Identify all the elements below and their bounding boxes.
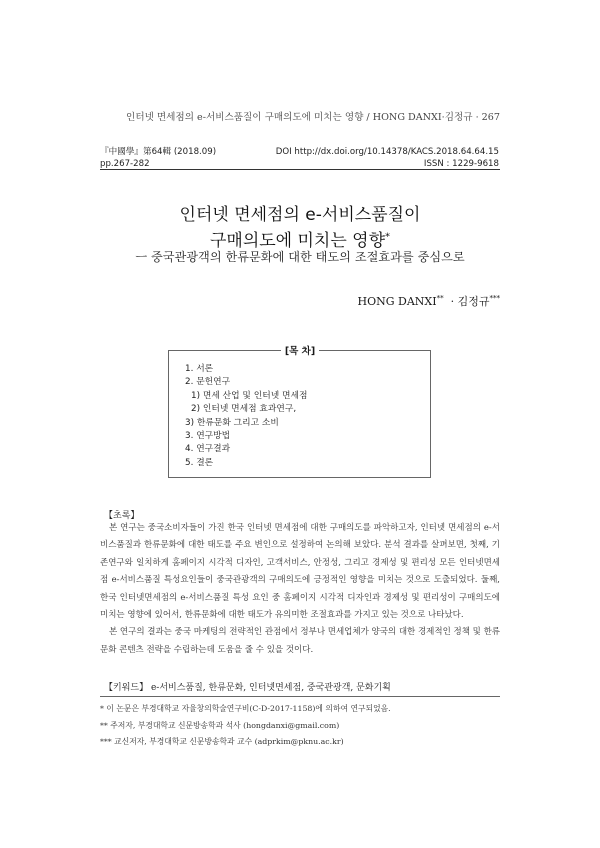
keywords-text: e-서비스품질, 한류문화, 인터넷면세점, 중국관광객, 문화기획 xyxy=(150,683,391,693)
toc-list xyxy=(185,363,308,470)
author-separator: · xyxy=(443,295,458,308)
toc-item: 1) 면세 산업 및 인터넷 면세점 xyxy=(191,390,308,401)
footnotes xyxy=(100,701,391,751)
abstract-paragraph-1: 본 연구는 중국소비자들이 가진 한국 인터넷 면세점에 대한 구매의도를 파악하고자, 인터넷 면세점의 e-서비스품질과 한류문화에 대한 태도를 주요 변인으로 설정하여 논의해 보았다. 분석 결과를 살펴보면, 첫째, 기존연구와 일치하게 홈페이지 시각적 디자인, 고객서비스, 안정성, 그리고 경제성 및 편리성 모든 인터넷면세점 e-서비스품질 특성요인들이 중국관광객의 구매의도에 긍정적인 영향을 미치는 것으로 도출되었다. 둘째, 한국 인터넷면세점의 e-서비스품질 특성 요인 중 홈페이지 시각적 디자인과 경제성 및 편리성이 구매의도에 미치는 영향에 있어서, 한류문화에 대한 태도가 유의미한 조절효과를 가지고 있는 것으로 나타났다. xyxy=(100,523,500,621)
footnote-2: ** 주저자, 부경대학교 신문방송학과 석사 (hongdanxi@gmail.com) xyxy=(100,720,340,730)
toc-heading-text: [목 차] xyxy=(281,346,319,357)
subtitle: ㅡ 중국관광객의 한류문화에 대한 태도의 조절효과를 중심으로 xyxy=(135,250,465,264)
toc-item: 1. 서론 xyxy=(185,364,214,374)
author-1-mark: ** xyxy=(436,294,444,303)
toc-heading xyxy=(200,343,400,357)
title-line-2-text: 구매의도에 미치는 영향 xyxy=(209,231,386,251)
toc-item: 2) 인터넷 면세점 효과연구, xyxy=(191,404,297,415)
issn: ISSN : 1229-9618 xyxy=(423,159,499,169)
toc-item: 4. 연구결과 xyxy=(185,444,231,455)
running-header: 인터넷 면세점의 e-서비스품질이 구매의도에 미치는 영향 / HONG DANXI·김정규 · 267 xyxy=(126,112,500,123)
journal-citation: 『中國學』第64輯 (2018.09) xyxy=(100,147,217,157)
title-line-1: 인터넷 면세점의 e-서비스품질이 xyxy=(179,205,421,225)
journal-citation-block xyxy=(100,146,216,170)
keywords-label: 【키워드】 xyxy=(104,683,149,693)
abstract-label: 【초록】 xyxy=(104,511,140,521)
footnote-rule xyxy=(100,696,500,697)
keywords-line xyxy=(104,680,391,693)
author-1: HONG DANXI xyxy=(357,295,437,308)
toc-item: 5. 결론 xyxy=(185,457,214,468)
footnote-3: *** 교신저자, 부경대학교 신문방송학과 교수 (adprkim@pknu.ac.kr) xyxy=(100,737,344,747)
author-2-mark: *** xyxy=(489,294,500,303)
doi-link[interactable]: DOI http://dx.doi.org/10.14378/KACS.2018.64.64.15 xyxy=(275,147,499,157)
page-range: pp.267-282 xyxy=(100,159,150,169)
toc-item: 3) 한류문화 그리고 소비 xyxy=(185,417,279,428)
author-line xyxy=(358,293,500,309)
title-footnote-mark: * xyxy=(385,231,391,243)
abstract-body xyxy=(100,520,500,659)
abstract-paragraph-2: 본 연구의 결과는 중국 마케팅의 전략적인 관점에서 정부나 면세업체가 양국의 대한 경제적인 정책 및 한류문화 콘텐츠 전략을 수립하는데 도움을 줄 수 있을 것이다. xyxy=(100,627,500,655)
toc-item: 2. 문헌연구 xyxy=(185,377,231,388)
doi-block xyxy=(276,146,499,170)
toc-item: 3. 연구방법 xyxy=(185,431,231,442)
footnote-1: * 이 논문은 부경대학교 자율창의학술연구비(C-D-2017-1158)에 의하여 연구되었음. xyxy=(100,704,391,713)
header-rule xyxy=(100,169,500,170)
author-2: 김정규 xyxy=(457,295,490,308)
